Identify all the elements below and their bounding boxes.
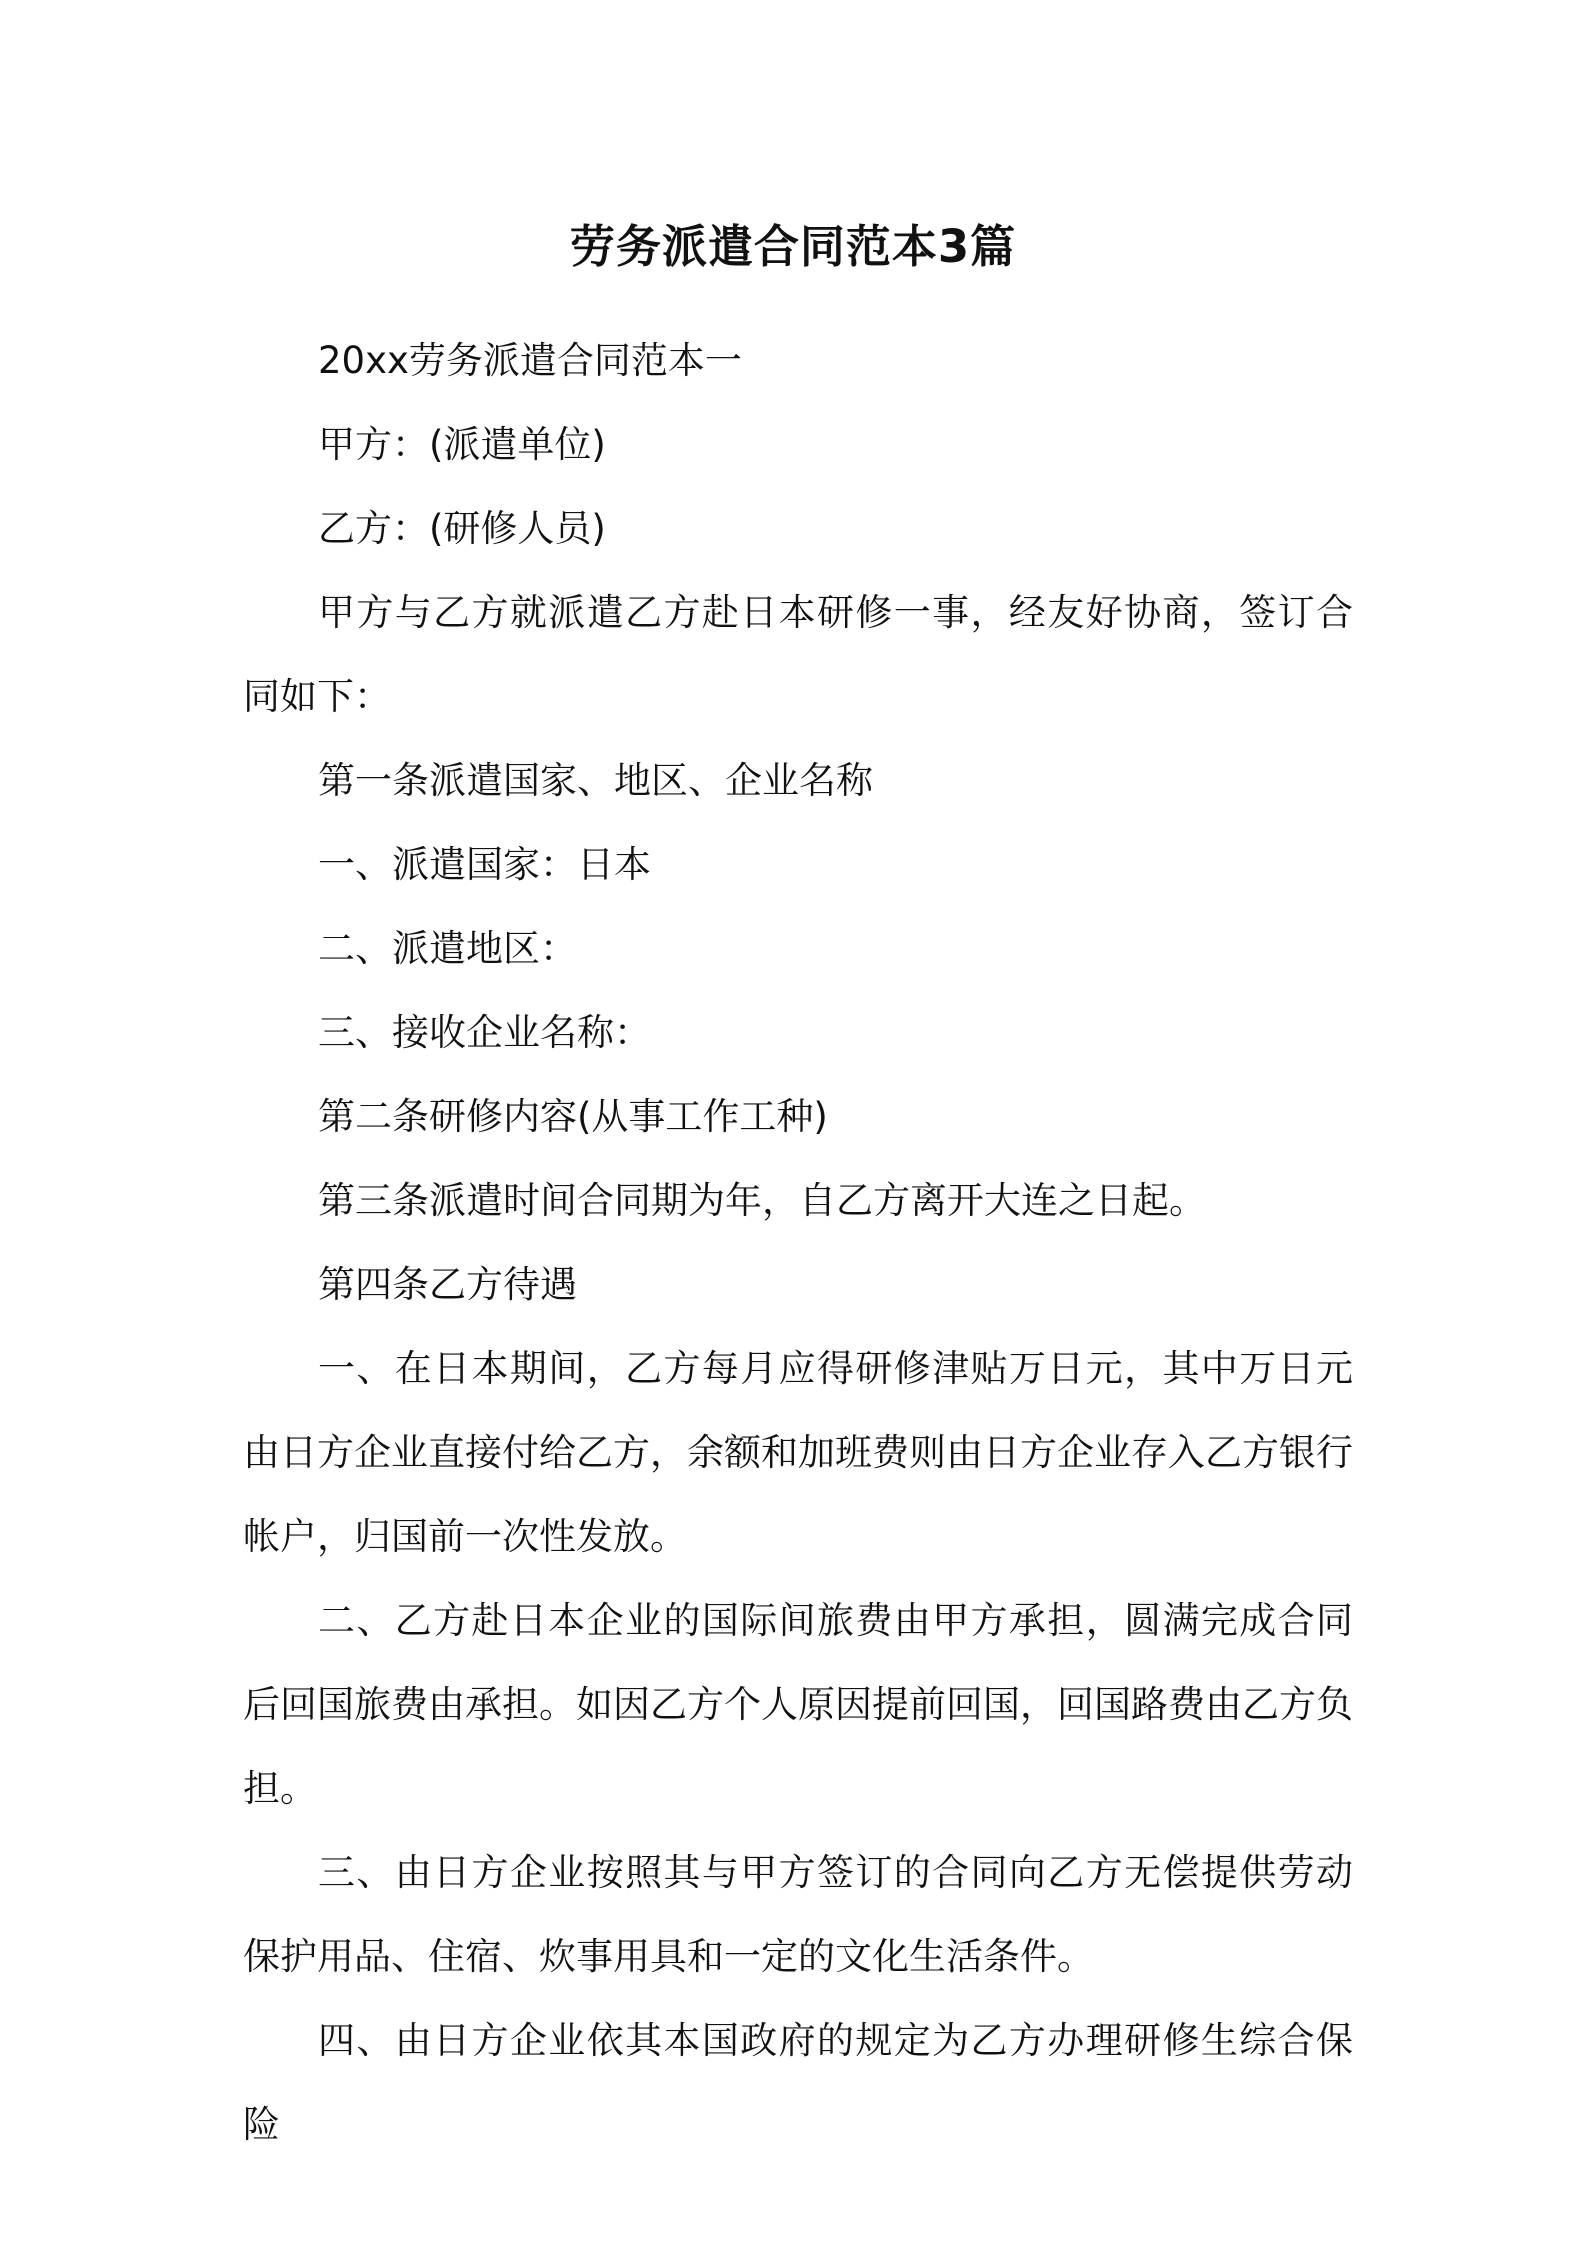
paragraph-contract-heading: 20xx劳务派遣合同范本一 <box>318 339 742 382</box>
paragraph-article-1-item-3: 三、接收企业名称： <box>318 1011 651 1054</box>
paragraph-article-4-item-4: 四、由日方企业依其本国政府的规定为乙方办理研修生综合保险 <box>243 2019 1353 2146</box>
paragraph-article-1-item-2: 二、派遣地区： <box>318 927 577 970</box>
paragraph-preamble: 甲方与乙方就派遣乙方赴日本研修一事，经友好协商，签订合同如下： <box>243 591 1353 718</box>
paragraph-article-4: 第四条乙方待遇 <box>318 1263 577 1306</box>
paragraph-article-4-item-3: 三、由日方企业按照其与甲方签订的合同向乙方无偿提供劳动保护用品、住宿、炊事用具和一定的文化生活条件。 <box>243 1851 1353 1978</box>
paragraph-article-3: 第三条派遣时间合同期为年，自乙方离开大连之日起。 <box>318 1179 1206 1222</box>
paragraph-party-a: 甲方：(派遣单位) <box>318 423 606 466</box>
paragraph-article-1-item-1: 一、派遣国家：日本 <box>318 843 651 886</box>
document-body <box>243 319 1353 2167</box>
document-title: 劳务派遣合同范本3篇 <box>569 220 1017 273</box>
paragraph-article-1: 第一条派遣国家、地区、企业名称 <box>318 759 873 802</box>
paragraph-article-2: 第二条研修内容(从事工作工种) <box>318 1095 828 1138</box>
paragraph-article-4-item-1: 一、在日本期间，乙方每月应得研修津贴万日元，其中万日元由日方企业直接付给乙方，余额和加班费则由日方企业存入乙方银行帐户，归国前一次性发放。 <box>243 1347 1353 1558</box>
paragraph-article-4-item-2: 二、乙方赴日本企业的国际间旅费由甲方承担，圆满完成合同后回国旅费由承担。如因乙方个人原因提前回国，回国路费由乙方负担。 <box>243 1599 1353 1810</box>
paragraph-party-b: 乙方：(研修人员) <box>318 507 606 550</box>
